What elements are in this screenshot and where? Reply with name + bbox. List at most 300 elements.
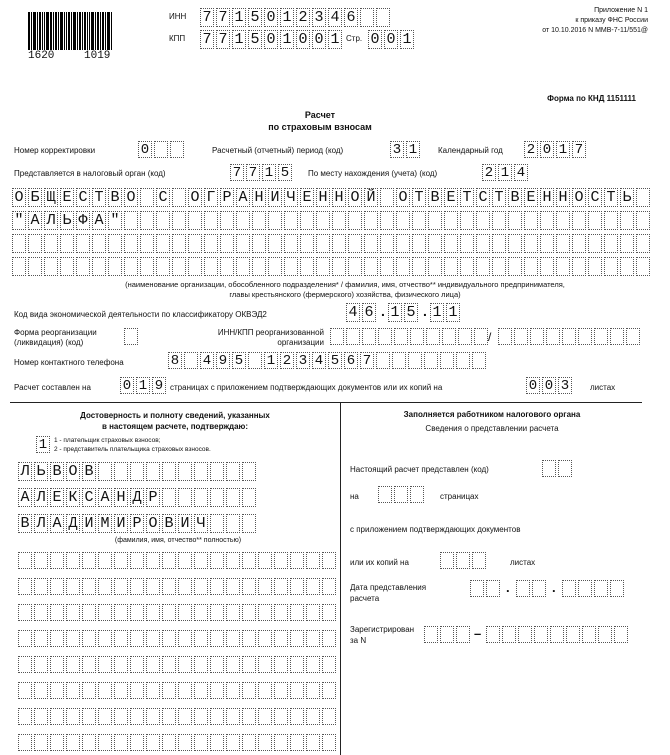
- grid-cell[interactable]: [34, 630, 48, 647]
- grid-cell[interactable]: [98, 656, 112, 673]
- okved-grid[interactable]: 4 6 . 1 5 . 1 1: [346, 303, 462, 322]
- grid-cell[interactable]: [470, 580, 484, 597]
- grid-cell[interactable]: [258, 656, 272, 673]
- name-grid[interactable]: [18, 488, 258, 507]
- grid-cell[interactable]: 3: [312, 8, 326, 27]
- grid-cell[interactable]: [178, 552, 192, 569]
- grid-cell[interactable]: [44, 257, 58, 276]
- grid-cell[interactable]: 4: [328, 8, 342, 27]
- grid-cell[interactable]: [210, 514, 224, 533]
- grid-cell[interactable]: [50, 604, 64, 621]
- grid-cell[interactable]: В: [50, 462, 64, 481]
- grid-cell[interactable]: [348, 211, 362, 230]
- grid-cell[interactable]: [636, 257, 650, 276]
- grid-cell[interactable]: [236, 257, 250, 276]
- grid-cell[interactable]: [534, 626, 548, 643]
- grid-cell[interactable]: [248, 352, 262, 369]
- grid-cell[interactable]: [130, 682, 144, 699]
- grid-cell[interactable]: Г: [204, 188, 218, 207]
- grid-cell[interactable]: [146, 682, 160, 699]
- grid-cell[interactable]: 9: [216, 352, 230, 369]
- grid-cell[interactable]: [226, 578, 240, 595]
- grid-cell[interactable]: [34, 552, 48, 569]
- grid-cell[interactable]: [322, 656, 336, 673]
- grid-cell[interactable]: [562, 580, 576, 597]
- extra-row-2[interactable]: [18, 578, 338, 595]
- grid-cell[interactable]: [162, 552, 176, 569]
- okved-cell[interactable]: 4: [346, 303, 360, 322]
- grid-cell[interactable]: [140, 188, 154, 207]
- date-day-grid[interactable]: [470, 580, 502, 597]
- grid-cell[interactable]: [316, 234, 330, 253]
- grid-cell[interactable]: [316, 257, 330, 276]
- grid-cell[interactable]: [290, 708, 304, 725]
- grid-cell[interactable]: [274, 578, 288, 595]
- grid-cell[interactable]: [284, 234, 298, 253]
- grid-cell[interactable]: 2: [280, 352, 294, 369]
- grid-cell[interactable]: [306, 656, 320, 673]
- grid-cell[interactable]: [306, 682, 320, 699]
- grid-cell[interactable]: [290, 604, 304, 621]
- grid-cell[interactable]: Р: [220, 188, 234, 207]
- grid-cell[interactable]: 0: [312, 30, 326, 49]
- grid-cell[interactable]: [412, 234, 426, 253]
- grid-cell[interactable]: [98, 462, 112, 481]
- grid-cell[interactable]: [578, 580, 592, 597]
- grid-cell[interactable]: [28, 257, 42, 276]
- correction-grid[interactable]: [138, 141, 186, 158]
- grid-cell[interactable]: [170, 141, 184, 158]
- okved-cell[interactable]: 5: [404, 303, 418, 322]
- grid-cell[interactable]: [18, 682, 32, 699]
- grid-cell[interactable]: [178, 682, 192, 699]
- grid-cell[interactable]: ": [108, 211, 122, 230]
- grid-cell[interactable]: [508, 211, 522, 230]
- grid-cell[interactable]: [194, 552, 208, 569]
- grid-cell[interactable]: [114, 578, 128, 595]
- grid-cell[interactable]: А: [28, 211, 42, 230]
- grid-cell[interactable]: [242, 734, 256, 751]
- grid-cell[interactable]: [130, 462, 144, 481]
- grid-cell[interactable]: 7: [216, 30, 230, 49]
- grid-cell[interactable]: [396, 257, 410, 276]
- grid-cell[interactable]: [322, 630, 336, 647]
- grid-cell[interactable]: 0: [264, 30, 278, 49]
- grid-cell[interactable]: 1: [498, 164, 512, 181]
- grid-cell[interactable]: [66, 578, 80, 595]
- grid-cell[interactable]: [322, 604, 336, 621]
- grid-cell[interactable]: [156, 211, 170, 230]
- grid-cell[interactable]: Ч: [194, 514, 208, 533]
- grid-cell[interactable]: [476, 234, 490, 253]
- grid-cell[interactable]: [610, 328, 624, 345]
- grid-cell[interactable]: [364, 234, 378, 253]
- grid-cell[interactable]: [156, 257, 170, 276]
- grid-cell[interactable]: [194, 488, 208, 507]
- grid-cell[interactable]: [178, 630, 192, 647]
- grid-cell[interactable]: [92, 234, 106, 253]
- reg-grid-1[interactable]: [424, 626, 472, 643]
- grid-cell[interactable]: [154, 141, 168, 158]
- grid-cell[interactable]: [124, 234, 138, 253]
- grid-cell[interactable]: [34, 708, 48, 725]
- grid-cell[interactable]: 7: [230, 164, 244, 181]
- grid-cell[interactable]: 5: [248, 8, 262, 27]
- grid-cell[interactable]: [460, 211, 474, 230]
- grid-cell[interactable]: [472, 552, 486, 569]
- grid-cell[interactable]: [18, 708, 32, 725]
- grid-cell[interactable]: Н: [114, 488, 128, 507]
- grid-cell[interactable]: И: [82, 514, 96, 533]
- grid-cell[interactable]: Н: [316, 188, 330, 207]
- grid-cell[interactable]: [50, 578, 64, 595]
- grid-cell[interactable]: О: [188, 188, 202, 207]
- grid-cell[interactable]: [322, 578, 336, 595]
- grid-cell[interactable]: [242, 552, 256, 569]
- grid-cell[interactable]: 0: [120, 377, 134, 394]
- grid-cell[interactable]: 3: [296, 352, 310, 369]
- grid-cell[interactable]: Н: [540, 188, 554, 207]
- grid-cell[interactable]: [162, 630, 176, 647]
- grid-cell[interactable]: [620, 234, 634, 253]
- grid-cell[interactable]: [476, 211, 490, 230]
- page-grid[interactable]: [368, 30, 416, 49]
- org-name-row-2[interactable]: [12, 211, 652, 230]
- grid-cell[interactable]: [226, 656, 240, 673]
- grid-cell[interactable]: Л: [44, 211, 58, 230]
- grid-cell[interactable]: [460, 257, 474, 276]
- grid-cell[interactable]: [524, 257, 538, 276]
- grid-cell[interactable]: [290, 552, 304, 569]
- grid-cell[interactable]: [34, 578, 48, 595]
- grid-cell[interactable]: [410, 486, 424, 503]
- grid-cell[interactable]: [594, 580, 608, 597]
- grid-cell[interactable]: [114, 552, 128, 569]
- grid-cell[interactable]: [178, 462, 192, 481]
- grid-cell[interactable]: [236, 234, 250, 253]
- reorg-grid[interactable]: [124, 328, 140, 345]
- period-grid[interactable]: [390, 141, 422, 158]
- grid-cell[interactable]: [194, 578, 208, 595]
- grid-cell[interactable]: [444, 211, 458, 230]
- grid-cell[interactable]: 0: [296, 30, 310, 49]
- grid-cell[interactable]: [188, 257, 202, 276]
- grid-cell[interactable]: [236, 211, 250, 230]
- grid-cell[interactable]: [146, 578, 160, 595]
- grid-cell[interactable]: [572, 211, 586, 230]
- grid-cell[interactable]: 7: [572, 141, 586, 158]
- grid-cell[interactable]: [410, 328, 424, 345]
- grid-cell[interactable]: [486, 626, 500, 643]
- grid-cell[interactable]: [50, 734, 64, 751]
- grid-cell[interactable]: В: [18, 514, 32, 533]
- grid-cell[interactable]: [50, 552, 64, 569]
- grid-cell[interactable]: [210, 656, 224, 673]
- grid-cell[interactable]: [226, 488, 240, 507]
- grid-cell[interactable]: С: [476, 188, 490, 207]
- grid-cell[interactable]: [332, 234, 346, 253]
- grid-cell[interactable]: [492, 211, 506, 230]
- grid-cell[interactable]: [12, 234, 26, 253]
- grid-cell[interactable]: [274, 682, 288, 699]
- grid-cell[interactable]: [114, 682, 128, 699]
- grid-cell[interactable]: [146, 552, 160, 569]
- grid-cell[interactable]: [428, 211, 442, 230]
- grid-cell[interactable]: [140, 257, 154, 276]
- grid-cell[interactable]: [66, 552, 80, 569]
- grid-cell[interactable]: [130, 734, 144, 751]
- grid-cell[interactable]: [332, 257, 346, 276]
- grid-cell[interactable]: [82, 656, 96, 673]
- grid-cell[interactable]: [348, 234, 362, 253]
- grid-cell[interactable]: [380, 188, 394, 207]
- grid-cell[interactable]: [108, 234, 122, 253]
- org-name-row-1[interactable]: [12, 188, 652, 207]
- grid-cell[interactable]: [114, 604, 128, 621]
- grid-cell[interactable]: [124, 328, 138, 345]
- grid-cell[interactable]: [274, 552, 288, 569]
- grid-cell[interactable]: Р: [130, 514, 144, 533]
- grid-cell[interactable]: 1: [280, 30, 294, 49]
- grid-cell[interactable]: [290, 734, 304, 751]
- grid-cell[interactable]: И: [178, 514, 192, 533]
- grid-cell[interactable]: [498, 328, 512, 345]
- grid-cell[interactable]: [274, 604, 288, 621]
- grid-cell[interactable]: [210, 630, 224, 647]
- grid-cell[interactable]: [66, 682, 80, 699]
- grid-cell[interactable]: [306, 578, 320, 595]
- grid-cell[interactable]: [300, 257, 314, 276]
- grid-cell[interactable]: 0: [264, 8, 278, 27]
- grid-cell[interactable]: [162, 682, 176, 699]
- grid-cell[interactable]: [194, 630, 208, 647]
- grid-cell[interactable]: [98, 630, 112, 647]
- grid-cell[interactable]: [226, 604, 240, 621]
- grid-cell[interactable]: [440, 626, 454, 643]
- grid-cell[interactable]: [258, 578, 272, 595]
- copies-grid[interactable]: [440, 552, 488, 569]
- grid-cell[interactable]: Ф: [76, 211, 90, 230]
- grid-cell[interactable]: [546, 328, 560, 345]
- grid-cell[interactable]: [604, 234, 618, 253]
- patronymic-grid[interactable]: [18, 514, 258, 533]
- grid-cell[interactable]: [76, 234, 90, 253]
- grid-cell[interactable]: Ь: [34, 462, 48, 481]
- kpp-grid[interactable]: [200, 30, 344, 49]
- grid-cell[interactable]: Т: [412, 188, 426, 207]
- date-month-grid[interactable]: [516, 580, 548, 597]
- grid-cell[interactable]: [322, 734, 336, 751]
- grid-cell[interactable]: [594, 328, 608, 345]
- grid-cell[interactable]: 4: [200, 352, 214, 369]
- grid-cell[interactable]: [194, 734, 208, 751]
- grid-cell[interactable]: 5: [278, 164, 292, 181]
- grid-cell[interactable]: [412, 211, 426, 230]
- pages-grid[interactable]: [120, 377, 168, 394]
- tax-authority-grid[interactable]: [230, 164, 294, 181]
- grid-cell[interactable]: ": [12, 211, 26, 230]
- okved-cell[interactable]: 1: [446, 303, 460, 322]
- grid-cell[interactable]: [114, 630, 128, 647]
- grid-cell[interactable]: А: [98, 488, 112, 507]
- grid-cell[interactable]: [242, 514, 256, 533]
- grid-cell[interactable]: [204, 234, 218, 253]
- grid-cell[interactable]: [290, 682, 304, 699]
- grid-cell[interactable]: [220, 257, 234, 276]
- grid-cell[interactable]: 3: [558, 377, 572, 394]
- grid-cell[interactable]: [508, 234, 522, 253]
- grid-cell[interactable]: 7: [246, 164, 260, 181]
- grid-cell[interactable]: [124, 257, 138, 276]
- extra-row-6[interactable]: [18, 682, 338, 699]
- grid-cell[interactable]: [242, 656, 256, 673]
- grid-cell[interactable]: [550, 626, 564, 643]
- grid-cell[interactable]: [146, 604, 160, 621]
- grid-cell[interactable]: [146, 630, 160, 647]
- grid-cell[interactable]: [566, 626, 580, 643]
- grid-cell[interactable]: [252, 257, 266, 276]
- grid-cell[interactable]: [162, 578, 176, 595]
- date-year-grid[interactable]: [562, 580, 626, 597]
- grid-cell[interactable]: [210, 552, 224, 569]
- grid-cell[interactable]: В: [508, 188, 522, 207]
- grid-cell[interactable]: 7: [360, 352, 374, 369]
- grid-cell[interactable]: [476, 257, 490, 276]
- grid-cell[interactable]: [242, 604, 256, 621]
- grid-cell[interactable]: [114, 462, 128, 481]
- grid-cell[interactable]: С: [588, 188, 602, 207]
- grid-cell[interactable]: [428, 234, 442, 253]
- grid-cell[interactable]: Б: [28, 188, 42, 207]
- grid-cell[interactable]: [306, 630, 320, 647]
- grid-cell[interactable]: [332, 211, 346, 230]
- grid-cell[interactable]: [130, 552, 144, 569]
- grid-cell[interactable]: [178, 578, 192, 595]
- grid-cell[interactable]: [50, 708, 64, 725]
- grid-cell[interactable]: [360, 8, 374, 27]
- grid-cell[interactable]: [258, 552, 272, 569]
- grid-cell[interactable]: [18, 604, 32, 621]
- grid-cell[interactable]: 0: [540, 141, 554, 158]
- grid-cell[interactable]: [210, 578, 224, 595]
- grid-cell[interactable]: [274, 734, 288, 751]
- grid-cell[interactable]: [82, 734, 96, 751]
- grid-cell[interactable]: [532, 580, 546, 597]
- grid-cell[interactable]: [396, 211, 410, 230]
- grid-cell[interactable]: И: [268, 188, 282, 207]
- grid-cell[interactable]: [162, 604, 176, 621]
- grid-cell[interactable]: [456, 352, 470, 369]
- grid-cell[interactable]: 2: [296, 8, 310, 27]
- reorg-inn-grid[interactable]: [330, 328, 490, 345]
- extra-row-7[interactable]: [18, 708, 338, 725]
- grid-cell[interactable]: [50, 656, 64, 673]
- grid-cell[interactable]: [156, 234, 170, 253]
- grid-cell[interactable]: 1: [280, 8, 294, 27]
- grid-cell[interactable]: [588, 211, 602, 230]
- org-name-row-3[interactable]: [12, 234, 652, 253]
- grid-cell[interactable]: [412, 257, 426, 276]
- grid-cell[interactable]: [428, 257, 442, 276]
- inn-grid[interactable]: [200, 8, 392, 27]
- grid-cell[interactable]: [210, 462, 224, 481]
- grid-cell[interactable]: [268, 234, 282, 253]
- grid-cell[interactable]: [178, 708, 192, 725]
- grid-cell[interactable]: [300, 211, 314, 230]
- grid-cell[interactable]: [82, 630, 96, 647]
- grid-cell[interactable]: [252, 234, 266, 253]
- grid-cell[interactable]: [348, 257, 362, 276]
- extra-row-8[interactable]: [18, 734, 338, 751]
- grid-cell[interactable]: 6: [344, 8, 358, 27]
- grid-cell[interactable]: [242, 488, 256, 507]
- grid-cell[interactable]: [380, 211, 394, 230]
- grid-cell[interactable]: [114, 708, 128, 725]
- grid-cell[interactable]: 7: [216, 8, 230, 27]
- grid-cell[interactable]: В: [162, 514, 176, 533]
- grid-cell[interactable]: [258, 734, 272, 751]
- grid-cell[interactable]: [362, 328, 376, 345]
- grid-cell[interactable]: Д: [66, 514, 80, 533]
- grid-cell[interactable]: [178, 488, 192, 507]
- grid-cell[interactable]: [620, 257, 634, 276]
- grid-cell[interactable]: 1: [136, 377, 150, 394]
- grid-cell[interactable]: [162, 462, 176, 481]
- grid-cell[interactable]: 2: [482, 164, 496, 181]
- grid-cell[interactable]: [210, 734, 224, 751]
- grid-cell[interactable]: К: [66, 488, 80, 507]
- grid-cell[interactable]: 0: [138, 141, 152, 158]
- grid-cell[interactable]: [306, 734, 320, 751]
- grid-cell[interactable]: [540, 257, 554, 276]
- grid-cell[interactable]: [188, 234, 202, 253]
- grid-cell[interactable]: А: [92, 211, 106, 230]
- grid-cell[interactable]: О: [12, 188, 26, 207]
- grid-cell[interactable]: [426, 328, 440, 345]
- grid-cell[interactable]: [146, 656, 160, 673]
- grid-cell[interactable]: [18, 552, 32, 569]
- grid-cell[interactable]: [636, 188, 650, 207]
- grid-cell[interactable]: [300, 234, 314, 253]
- grid-cell[interactable]: [306, 552, 320, 569]
- grid-cell[interactable]: [258, 708, 272, 725]
- grid-cell[interactable]: [492, 234, 506, 253]
- grid-cell[interactable]: [364, 257, 378, 276]
- grid-cell[interactable]: [604, 257, 618, 276]
- grid-cell[interactable]: [210, 682, 224, 699]
- grid-cell[interactable]: Д: [130, 488, 144, 507]
- grid-cell[interactable]: [542, 460, 556, 477]
- grid-cell[interactable]: [146, 734, 160, 751]
- grid-cell[interactable]: [162, 656, 176, 673]
- grid-cell[interactable]: [502, 626, 516, 643]
- grid-cell[interactable]: [562, 328, 576, 345]
- grid-cell[interactable]: А: [18, 488, 32, 507]
- grid-cell[interactable]: В: [428, 188, 442, 207]
- grid-cell[interactable]: [610, 580, 624, 597]
- grid-cell[interactable]: [98, 708, 112, 725]
- grid-cell[interactable]: [460, 234, 474, 253]
- grid-cell[interactable]: [604, 211, 618, 230]
- grid-cell[interactable]: [66, 604, 80, 621]
- grid-cell[interactable]: [242, 682, 256, 699]
- grid-cell[interactable]: [424, 626, 438, 643]
- grid-cell[interactable]: [572, 234, 586, 253]
- grid-cell[interactable]: [598, 626, 612, 643]
- grid-cell[interactable]: 1: [556, 141, 570, 158]
- grid-cell[interactable]: [258, 604, 272, 621]
- grid-cell[interactable]: [508, 257, 522, 276]
